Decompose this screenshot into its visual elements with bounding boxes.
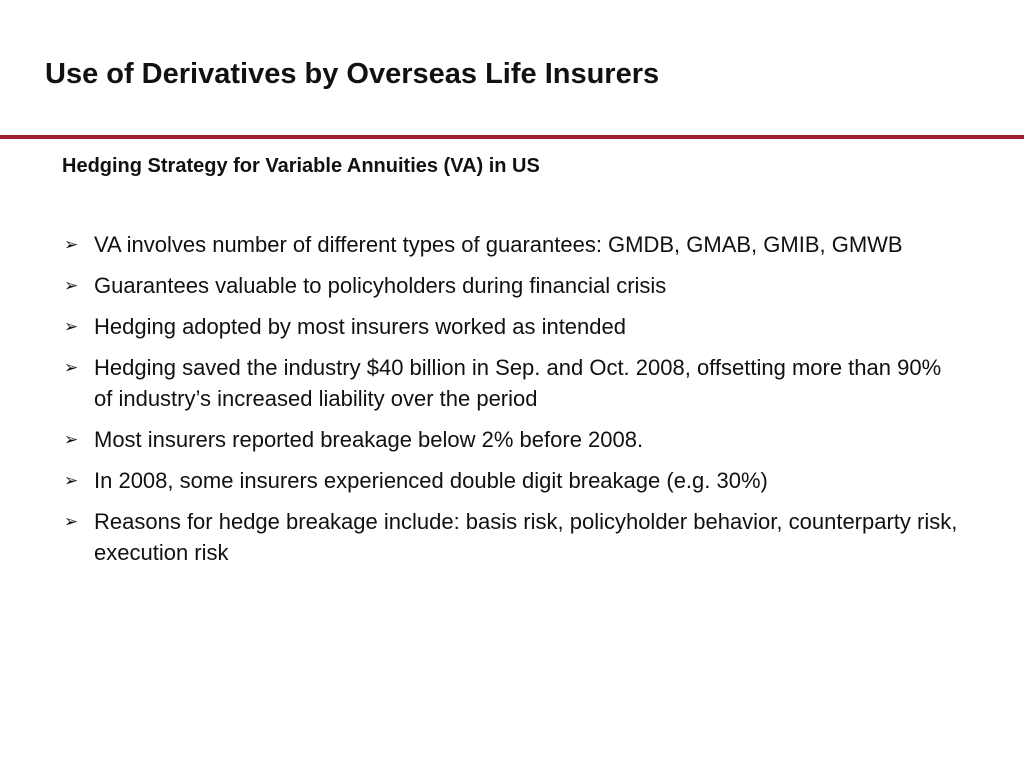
list-item [62, 424, 962, 455]
list-item [62, 352, 962, 414]
bullet-text: Hedging adopted by most insurers worked as intended [94, 314, 626, 339]
title-divider [0, 135, 1024, 139]
arrow-bullet-icon: ➢ [64, 512, 79, 531]
bullet-text: Most insurers reported breakage below 2% before 2008. [94, 427, 644, 452]
list-item [62, 506, 962, 568]
arrow-bullet-icon: ➢ [64, 276, 79, 295]
list-item [62, 229, 962, 260]
bullet-text: VA involves number of different types of guarantees: GMDB, GMAB, GMIB, GMWB [94, 232, 903, 257]
arrow-bullet-icon: ➢ [64, 358, 79, 377]
list-item [62, 465, 962, 496]
bullet-list [62, 229, 962, 578]
arrow-bullet-icon: ➢ [64, 317, 79, 336]
slide-title: Use of Derivatives by Overseas Life Insurers [45, 58, 660, 90]
arrow-bullet-icon: ➢ [64, 235, 79, 254]
bullet-text: In 2008, some insurers experienced double digit breakage (e.g. 30%) [94, 468, 768, 493]
list-item [62, 270, 962, 301]
list-item [62, 311, 962, 342]
bullet-text: Reasons for hedge breakage include: basis risk, policyholder behavior, counterparty risk, execution risk [94, 509, 958, 565]
bullet-text: Hedging saved the industry $40 billion in Sep. and Oct. 2008, offsetting more than 90% of industry’s increased liability over the period [94, 355, 942, 411]
slide-subtitle: Hedging Strategy for Variable Annuities (VA) in US [62, 155, 540, 177]
arrow-bullet-icon: ➢ [64, 430, 79, 449]
bullet-text: Guarantees valuable to policyholders during financial crisis [94, 273, 667, 298]
arrow-bullet-icon: ➢ [64, 471, 79, 490]
